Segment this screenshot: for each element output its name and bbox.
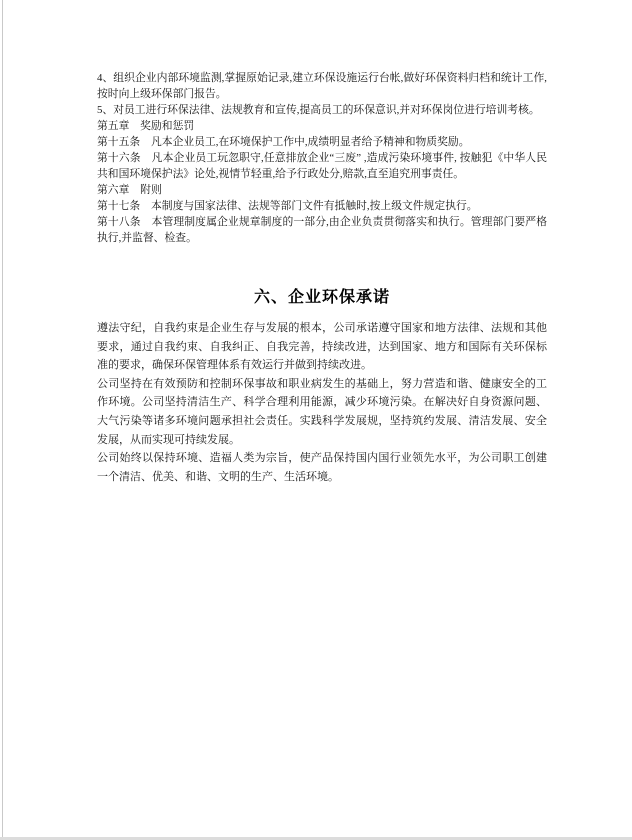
commitment-paragraph: 遵法守纪，自我约束是企业生存与发展的根本，公司承诺遵守国家和地方法律、法规和其他要求，通过自我约束、自我纠正、自我完善，持续改进，达到国家、地方和国际有关环保标准的要求，确保环保管理体系有效运行并做到持续改进。 [97, 322, 547, 372]
commitment-paragraph: 公司始终以保持环境、造福人类为宗旨，使产品保持国内国行业领先水平，为公司职工创建一个清洁、优美、和谐、文明的生产、生活环境。 [97, 452, 547, 483]
statute-paragraph: 第十六条 凡本企业员工玩忽职守,任意排放企业“三废” ,造成污染环境事件, 按触犯《中华人民共和国环境保护法》论处,视情节轻重,给予行政处分,赔款,直至追究刑事责任。 [97, 152, 547, 180]
statute-paragraph: 5、对员工进行环保法律、法规教育和宣传,提高员工的环保意识,并对环保岗位进行培训考核。 [97, 104, 540, 116]
statute-paragraph: 4、组织企业内部环境监测,掌握原始记录,建立环保设施运行台帐,做好环保资料归档和统计工作,按时向上级环保部门报告。 [97, 72, 547, 100]
document-content [97, 70, 547, 486]
statute-paragraph: 第十五条 凡本企业员工,在环境保护工作中,成绩明显者给予精神和物质奖励。 [97, 136, 470, 148]
statute-chapter-heading: 第五章 奖励和惩罚 [97, 120, 195, 132]
statute-paragraph: 第十七条 本制度与国家法律、法规等部门文件有抵触时,按上级文件规定执行。 [97, 200, 478, 212]
commitment-paragraph: 公司坚持在有效预防和控制环保事故和职业病发生的基础上，努力营造和谐、健康安全的工作环境。公司坚持清洁生产、科学合理利用能源，减少环境污染。在解决好自身资源问题、大气污染等诸多环境问题承担社会责任。实践科学发展规，坚持筑约发展、清洁发展、安全发展，从而实现可持续发展。 [97, 377, 547, 446]
commitment-section [97, 319, 547, 486]
statute-chapter-heading: 第六章 附则 [97, 184, 162, 196]
statute-paragraph: 第十八条 本管理制度属企业规章制度的一部分,由企业负责贯彻落实和执行。管理部门要严格执行,并监督、检查。 [97, 216, 547, 244]
section-title: 六、企业环保承诺 [253, 289, 390, 306]
page-left-border [2, 0, 3, 840]
statute-section [97, 70, 547, 246]
